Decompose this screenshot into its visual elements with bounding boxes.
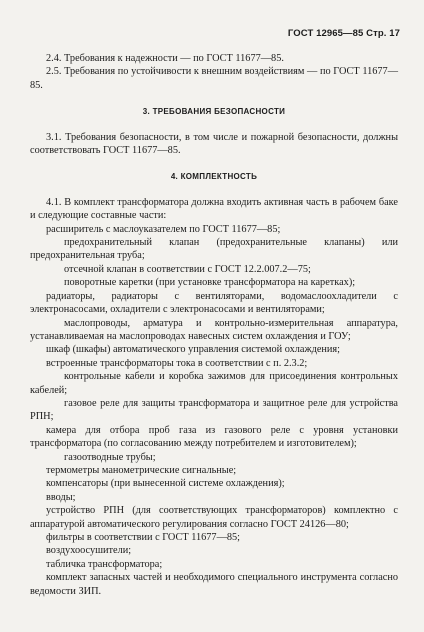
paragraph-2-5: 2.5. Требования по устойчивости к внешним воздействиям — по ГОСТ 11677—85. bbox=[30, 66, 398, 91]
list-item: маслопроводы, арматура и контрольно-измерительная аппаратура, устанавливаемая на маслопроводах навесных систем охлаждения и ГОУ; bbox=[30, 317, 398, 342]
list-item: табличка трансформатора; bbox=[46, 558, 163, 570]
list-item: расширитель с маслоуказателем по ГОСТ 11677—85; bbox=[46, 223, 281, 235]
list-item: предохранительный клапан (предохранительные клапаны) или предохранительная труба; bbox=[30, 237, 398, 262]
list-item: фильтры в соответствии с ГОСТ 11677—85; bbox=[46, 532, 241, 543]
list-item: термометры манометрические сигнальные; bbox=[46, 464, 237, 476]
list-item: радиаторы, радиаторы с вентиляторами, водомаслоохладители с электронасосами, охладители с электронасосами и вентиляторами; bbox=[30, 290, 398, 316]
list-item: комплект запасных частей и необходимого специального инструмента согласно ведомости ЗИП. bbox=[30, 572, 398, 597]
list-item: вводы; bbox=[46, 491, 76, 503]
list-item: контрольные кабели и коробка зажимов для присоединения контрольных кабелей; bbox=[30, 371, 398, 396]
page-header: ГОСТ 12965—85 Стр. 17 bbox=[287, 28, 400, 39]
list-item: поворотные каретки (при установке трансформатора на каретках); bbox=[64, 277, 356, 289]
paragraph-3-1: 3.1. Требования безопасности, в том числе и пожарной безопасности, должны соответствовать ГОСТ 11677—85. bbox=[30, 131, 398, 157]
paragraph-4-1: 4.1. В комплект трансформатора должна входить активная часть в рабочем баке и следующие составные части: bbox=[30, 196, 398, 222]
list-item: газовое реле для защиты трансформатора и защитное реле для устройства РПН; bbox=[30, 397, 398, 423]
paragraph-2-4: 2.4. Требования к надежности — по ГОСТ 11677—85. bbox=[46, 53, 284, 64]
section-4-heading: 4. КОМПЛЕКТНОСТЬ bbox=[170, 172, 258, 182]
section-3-heading: 3. ТРЕБОВАНИЯ БЕЗОПАСНОСТИ bbox=[142, 107, 286, 117]
list-item: отсечной клапан в соответствии с ГОСТ 12.2.007.2—75; bbox=[64, 263, 311, 275]
list-item: газоотводные трубы; bbox=[64, 451, 156, 463]
list-item: устройство РПН (для соответствующих трансформаторов) комплектно с аппаратурой автоматического регулирования согласно ГОСТ 24126—80; bbox=[30, 505, 398, 530]
list-item: шкаф (шкафы) автоматического управления системой охлаждения; bbox=[46, 344, 341, 356]
list-item: компенсаторы (при вынесенной системе охлаждения); bbox=[46, 478, 285, 490]
list-item: встроенные трансформаторы тока в соответствии с п. 2.3.2; bbox=[46, 357, 308, 369]
list-item: воздухоосушители; bbox=[46, 545, 132, 557]
document-body bbox=[30, 52, 398, 598]
list-item: камера для отбора проб газа из газового реле с уровня установки трансформатора (по согласованию между потребителем и изготовителем); bbox=[30, 424, 398, 450]
